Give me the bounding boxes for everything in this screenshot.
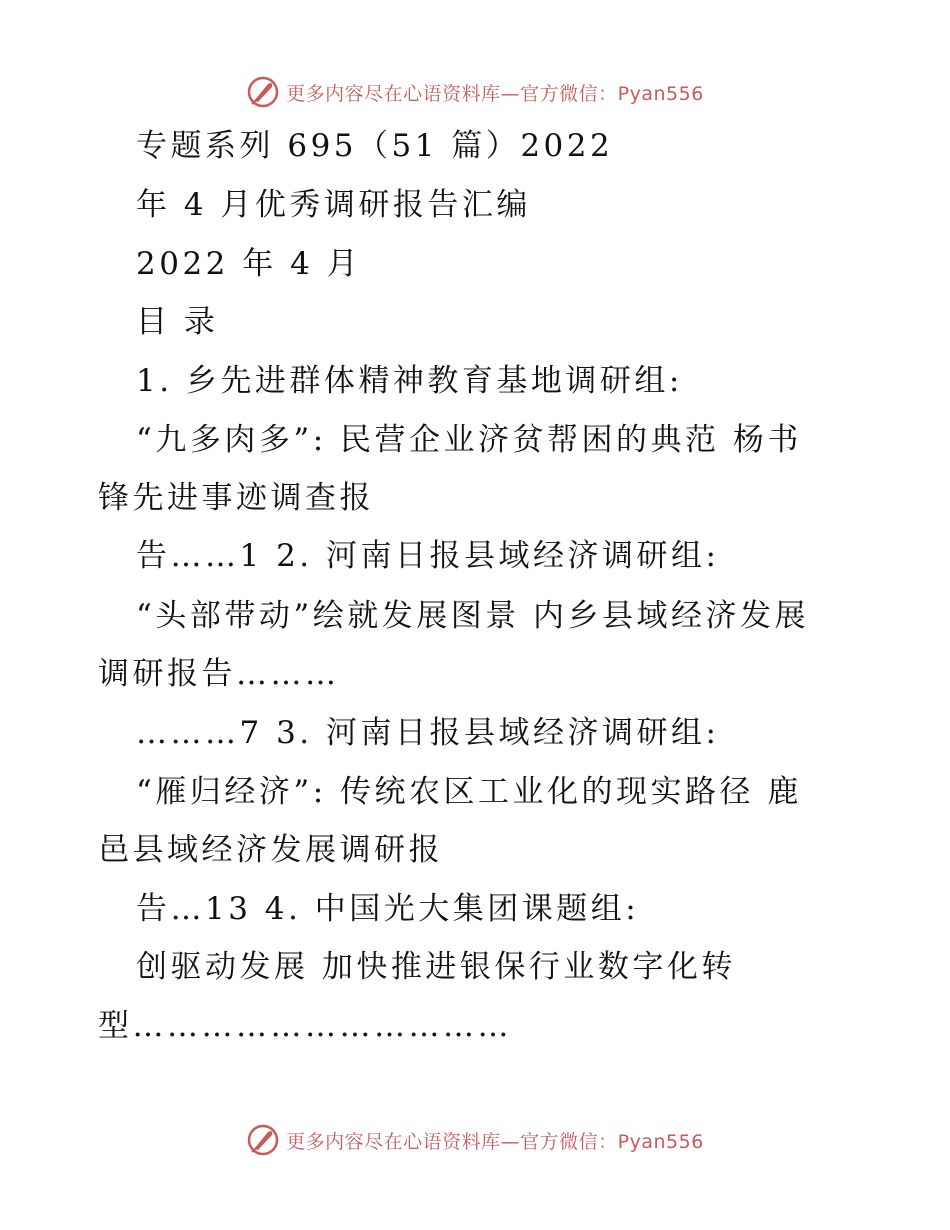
doc-line-6: “九多肉多”: 民营企业济贫帮困的典范 杨书: [136, 422, 802, 458]
doc-line-15: 创驱动发展 加快推进银保行业数字化转: [136, 949, 736, 985]
doc-line-11: ………7 3. 河南日报县域经济调研组:: [136, 715, 720, 751]
doc-line-7: 锋先进事迹调查报: [98, 480, 374, 516]
doc-line-16: 型……………………………: [98, 1008, 512, 1044]
doc-line-8: 告……1 2. 河南日报县域经济调研组:: [136, 538, 720, 574]
doc-line-5: 1. 乡先进群体精神教育基地调研组:: [136, 363, 683, 399]
doc-line-12: “雁归经济”: 传统农区工业化的现实路径 鹿: [136, 774, 802, 810]
quill-logo-icon: [246, 75, 280, 109]
doc-line-13: 邑县域经济发展调研报: [98, 832, 443, 868]
watermark-footer: [0, 1120, 950, 1160]
watermark-header: [0, 72, 950, 112]
watermark-text: 更多内容尽在心语资料库—官方微信：Pyan556: [286, 82, 704, 105]
watermark-text: 更多内容尽在心语资料库—官方微信：Pyan556: [286, 1130, 704, 1153]
doc-line-14: 告…13 4. 中国光大集团课题组:: [136, 891, 640, 927]
doc-line-4: 目 录: [136, 304, 219, 340]
doc-line-10: 调研报告………: [98, 656, 340, 692]
doc-line-1: 专题系列 695（51 篇）2022: [136, 128, 614, 164]
doc-line-3: 2022 年 4 月: [136, 246, 362, 282]
quill-logo-icon: [246, 1123, 280, 1157]
doc-line-9: “头部带动”绘就发展图景 内乡县域经济发展: [136, 598, 810, 634]
doc-line-2: 年 4 月优秀调研报告汇编: [136, 187, 531, 223]
